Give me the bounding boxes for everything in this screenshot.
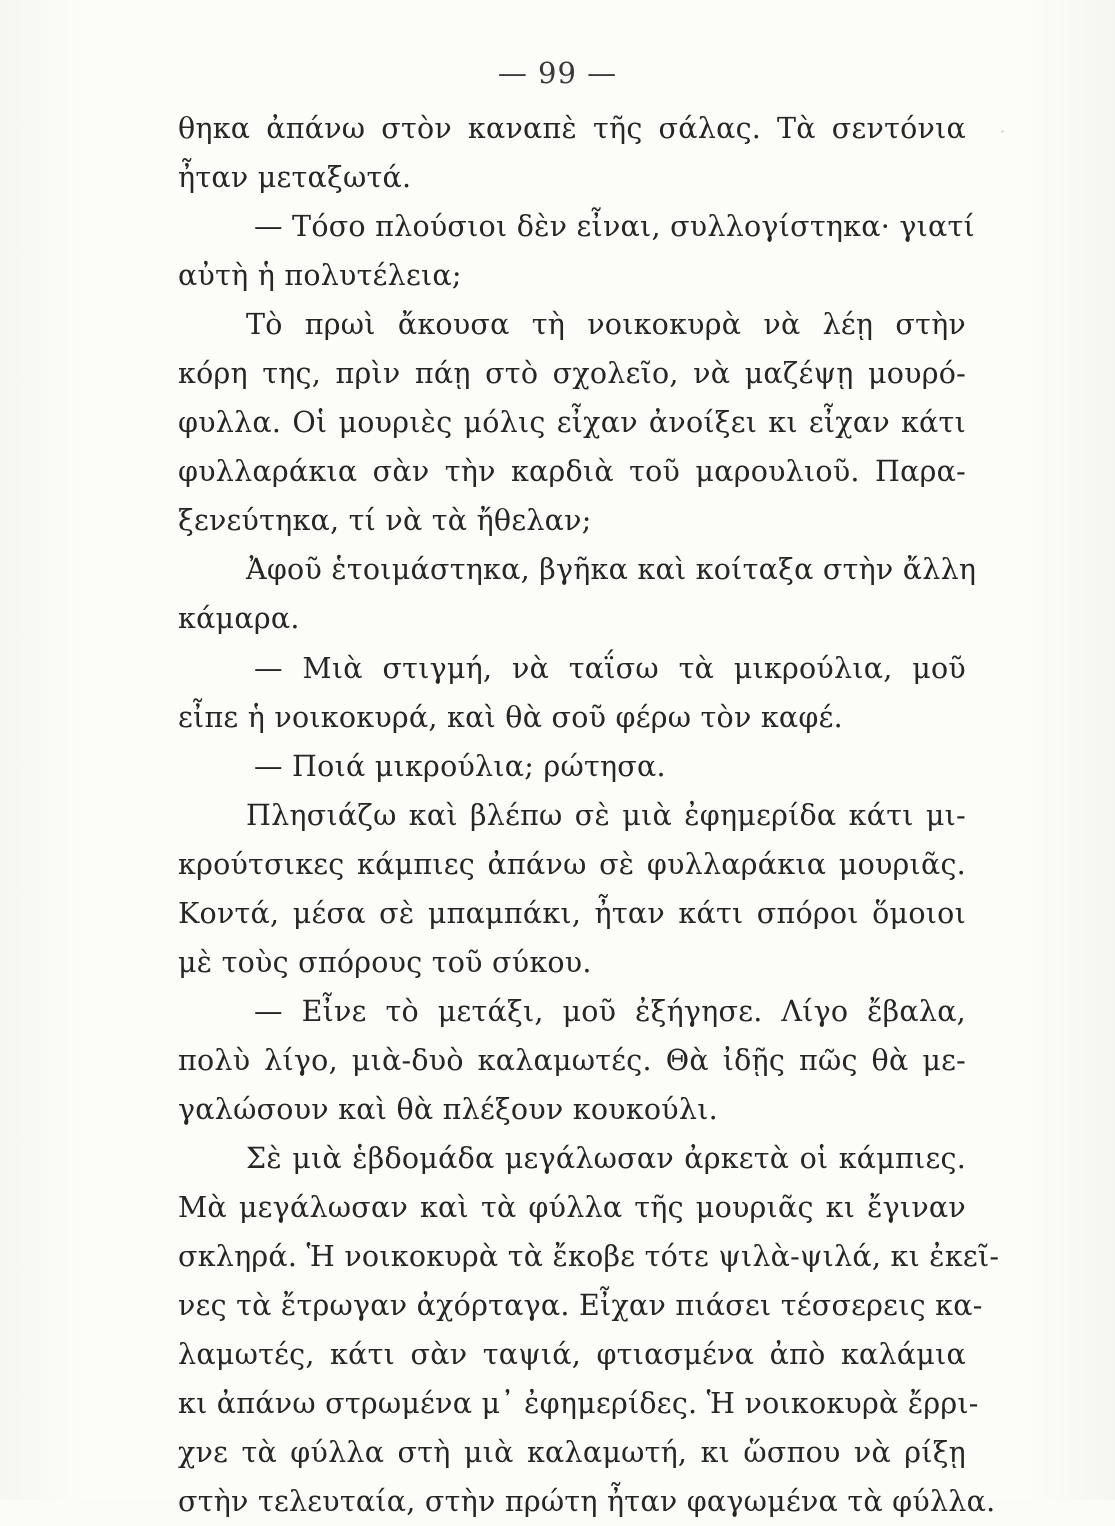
text-line: φυλλαράκια σὰν τὴν καρδιὰ τοῦ μαρουλιοῦ. Παρα- [178,455,966,489]
text-line: νες τὰ ἔτρωγαν ἀχόρταγα. Εἶχαν πιάσει τέσσερεις κα- [178,1289,983,1323]
text-line: — Ποιά μικρούλια; ρώτησα. [254,749,666,783]
text-line: κρούτσικες κάμπιες ἀπάνω σὲ φυλλαράκια μουριᾶς. [178,847,966,881]
text-line: γαλώσουν καὶ θὰ πλέξουν κουκούλι. [178,1092,718,1126]
text-line: Ἀφοῦ ἑτοιμάστηκα, βγῆκα καὶ κοίταξα στὴν ἄλλη [246,553,977,587]
text-line: Μὰ μεγάλωσαν καὶ τὰ φύλλα τῆς μουριᾶς κι ἔγιναν [178,1191,966,1225]
text-line: σκληρά. Ἡ νοικοκυρὰ τὰ ἔκοβε τότε ψιλὰ-ψιλά, κι ἐκεῖ- [178,1240,1000,1274]
text-line: κόρη της, πρὶν πάῃ στὸ σχολεῖο, νὰ μαζέψῃ μουρό- [178,357,966,391]
text-line: στὴν τελευταία, στὴν πρώτη ἦταν φαγωμένα τὰ φύλλα. [178,1485,996,1519]
text-line: μὲ τοὺς σπόρους τοῦ σύκου. [178,945,592,979]
text-line: Πλησιάζω καὶ βλέπω σὲ μιὰ ἐφημερίδα κάτι μι- [246,798,966,832]
text-line: Κοντά, μέσα σὲ μπαμπάκι, ἦταν κάτι σπόροι ὅμοιοι [178,896,966,930]
text-line: — Μιὰ στιγμή, νὰ ταΐσω τὰ μικρούλια, μοῦ [254,651,966,685]
paper-speck: · [1000,122,1006,141]
text-line: φυλλα. Οἱ μουριὲς μόλις εἶχαν ἀνοίξει κι εἶχαν κάτι [178,406,966,440]
text-line: ξενεύτηκα, τί νὰ τὰ ἤθελαν; [178,504,592,538]
text-line: αὐτὴ ἡ πολυτέλεια; [178,259,462,293]
text-line: Τὸ πρωὶ ἄκουσα τὴ νοικοκυρὰ νὰ λέῃ στὴν [246,308,966,342]
text-line: θηκα ἀπάνω στὸν καναπὲ τῆς σάλας. Τὰ σεντόνια [178,112,966,145]
text-line: κι ἀπάνω στρωμένα μ᾽ ἐφημερίδες. Ἡ νοικοκυρὰ ἔρρι- [178,1387,979,1421]
text-line: — Εἶνε τὸ μετάξι, μοῦ ἐξήγησε. Λίγο ἔβαλα, [254,994,966,1028]
body-text [178,104,1000,1526]
text-line: Σὲ μιὰ ἑβδομάδα μεγάλωσαν ἀρκετὰ οἱ κάμπιες. [246,1141,966,1175]
text-line: εἶπε ἡ νοικοκυρά, καὶ θὰ σοῦ φέρω τὸν καφέ. [178,700,843,734]
text-line: — Τόσο πλούσιοι δὲν εἶναι, συλλογίστηκα· γιατί [254,210,975,244]
text-line: χνε τὰ φύλλα στὴ μιὰ καλαμωτή, κι ὥσπου νὰ ρίξῃ [178,1436,966,1470]
text-line: πολὺ λίγο, μιὰ-δυὸ καλαμωτές. Θὰ ἰδῇς πῶς θὰ με- [178,1043,966,1077]
text-line: λαμωτές, κάτι σὰν ταψιά, φτιασμένα ἀπὸ καλάμια [178,1338,966,1372]
text-line: ἦταν μεταξωτά. [178,161,412,195]
page-number: — 99 — [497,56,618,90]
text-line: κάμαρα. [178,602,300,636]
